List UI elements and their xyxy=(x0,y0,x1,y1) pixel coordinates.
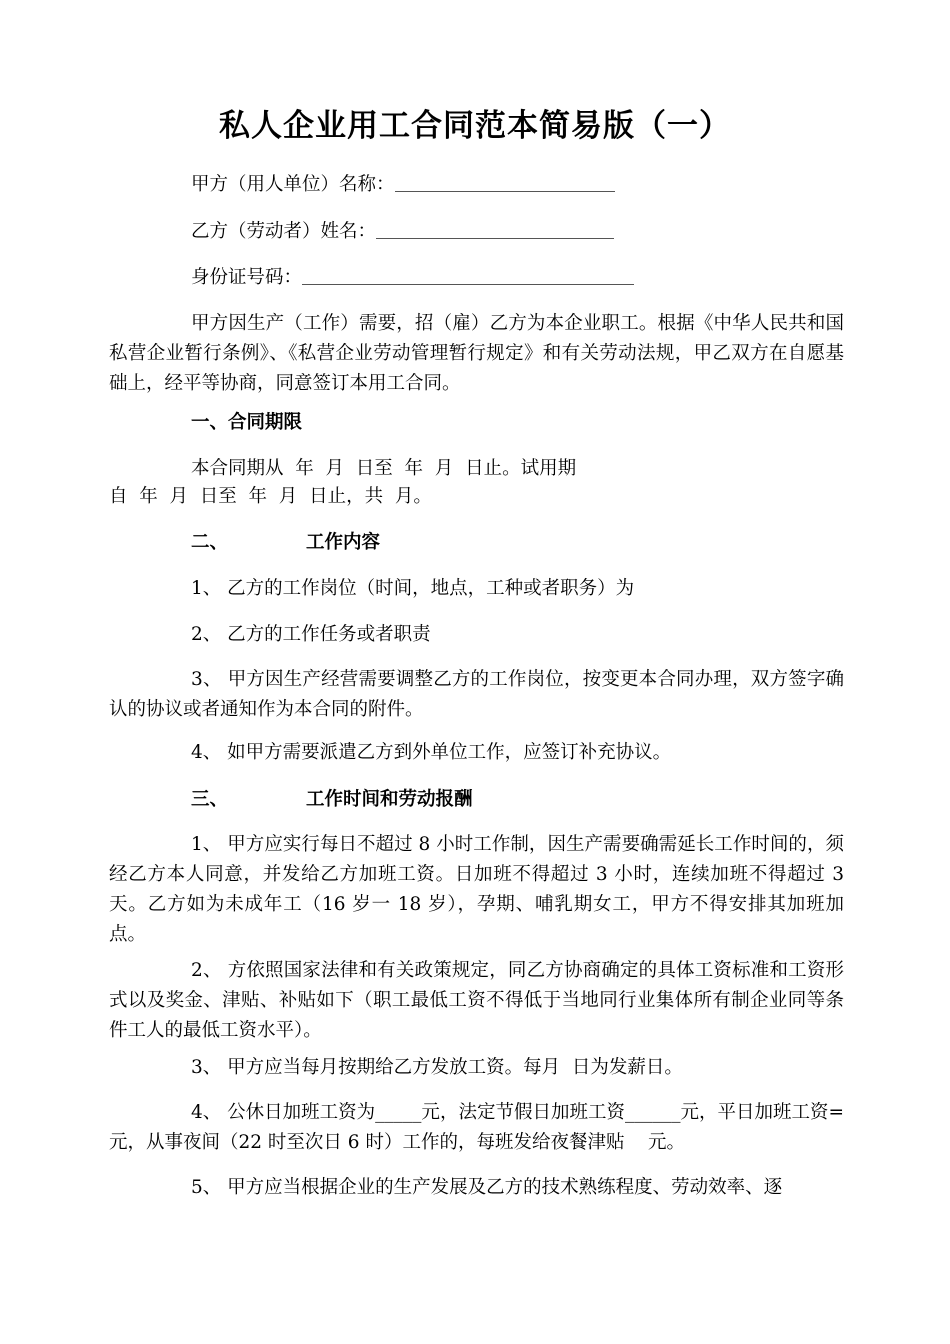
section-3-item-5: 5、 甲方应当根据企业的生产发展及乙方的技术熟练程度、劳动效率、逐 xyxy=(191,1177,783,1198)
party-b-name-blank[interactable] xyxy=(376,220,614,239)
section-1-line-2: 自 年 月 日至 年 月 日止，共 月。 xyxy=(109,486,432,507)
party-a-name-blank[interactable] xyxy=(395,173,615,192)
section-3-number: 三、 xyxy=(191,789,229,810)
party-b-label: 乙方（劳动者）姓名： xyxy=(191,221,377,242)
section-3-heading xyxy=(191,785,473,815)
section-2-item-3: 3、 甲方因生产经营需要调整乙方的工作岗位，按变更本合同办理，双方签字确认的协议或者通知作为本合同的附件。 xyxy=(109,669,844,720)
intro-paragraph: 甲方因生产（工作）需要，招（雇）乙方为本企业职工。根据《中华人民共和国私营企业暂行条例》、《私营企业劳动管理暂行规定》和有关劳动法规，甲乙双方在自愿基础上，经平等协商，同意签订本用工合同。 xyxy=(109,313,844,394)
party-a-line xyxy=(191,170,615,200)
party-a-label: 甲方（用人单位）名称： xyxy=(191,174,395,195)
section-2-item-2: 2、 乙方的工作任务或者职责 xyxy=(191,624,431,645)
document-title: 私人企业用工合同范本简易版（一） xyxy=(219,108,731,144)
section-3-item-3: 3、 甲方应当每月按期给乙方发放工资。每月 日为发薪日。 xyxy=(191,1057,683,1078)
section-3-item-2: 2、 方依照国家法律和有关政策规定，同乙方协商确定的具体工资标准和工资形式以及奖金、津贴、补贴如下（职工最低工资不得低于当地同行业集体所有制企业同等条件工人的最低工资水平）。 xyxy=(109,960,844,1041)
party-b-line xyxy=(191,217,614,247)
section-2-number: 二、 xyxy=(191,532,229,553)
id-number-blank[interactable] xyxy=(302,266,634,285)
section-1-heading: 一、合同期限 xyxy=(191,412,303,433)
section-3-item-1: 1、 甲方应实行每日不超过 8 小时工作制，因生产需要确需延长工作时间的，须经乙方本人同意，并发给乙方加班工资。日加班不得超过 3 小时，连续加班不得超过 3 天。乙方如为未成年工（16 岁一 18 岁），孕期、哺乳期女工，甲方不得安排其加班加点。 xyxy=(109,834,850,945)
section-3-item-4: 4、 公休日加班工资为_____元，法定节假日加班工资______元，平日加班工资=元，从事夜间（22 时至次日 6 时）工作的，每班发给夜餐津贴 元。 xyxy=(109,1102,844,1153)
id-label: 身份证号码： xyxy=(191,267,303,288)
id-line xyxy=(191,263,634,293)
section-2-item-4: 4、 如甲方需要派遣乙方到外单位工作，应签订补充协议。 xyxy=(191,742,672,763)
section-2-heading xyxy=(191,528,380,558)
section-2-title: 工作内容 xyxy=(306,532,381,553)
section-3-title: 工作时间和劳动报酬 xyxy=(306,789,473,810)
section-2-item-1: 1、 乙方的工作岗位（时间，地点，工种或者职务）为 xyxy=(191,578,635,599)
section-1-line-1: 本合同期从 年 月 日至 年 月 日止。试用期 xyxy=(191,458,577,479)
